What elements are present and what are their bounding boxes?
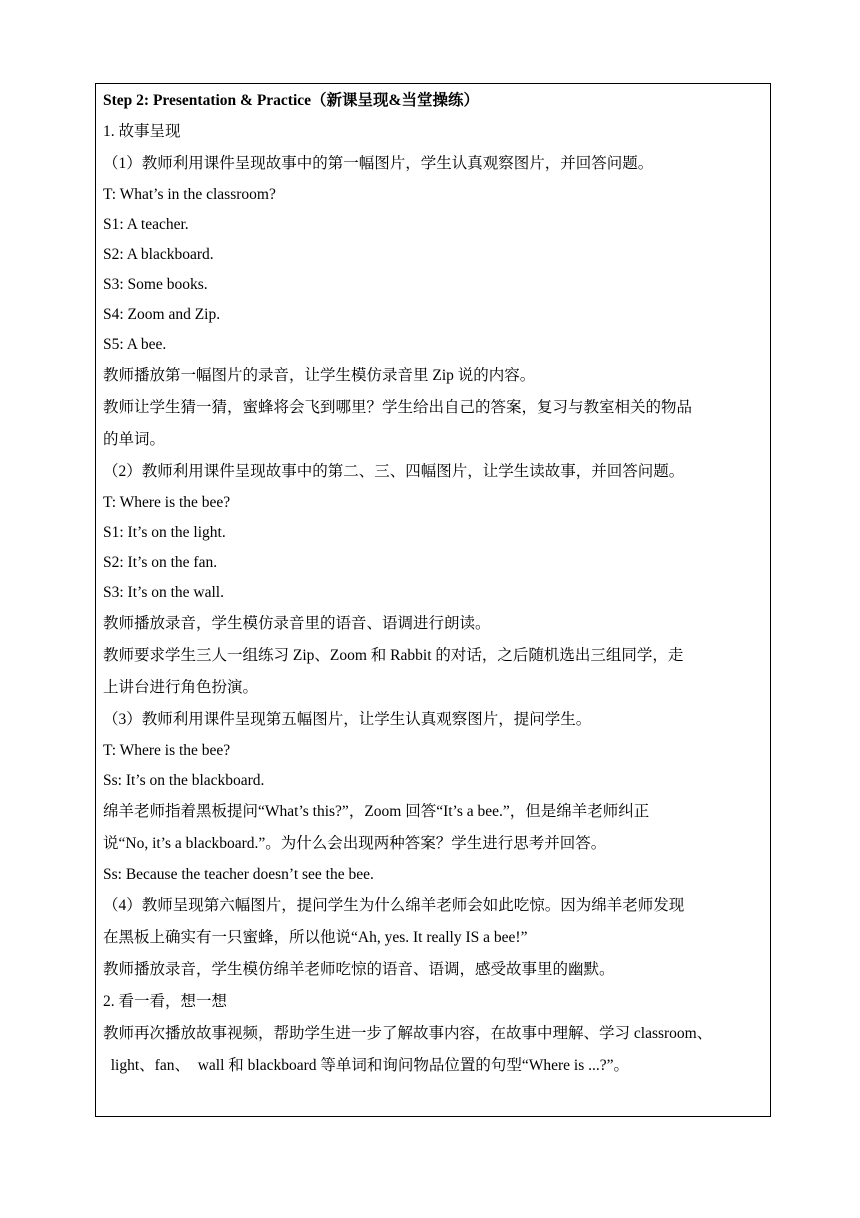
dialogue-line: Ss: Because the teacher doesn’t see the bee. — [103, 866, 374, 883]
dialogue-line: S1: It’s on the light. — [103, 524, 226, 541]
paragraph-line: 教师要求学生三人一组练习 Zip、Zoom 和 Rabbit 的对话，之后随机选出三组同学，走 — [103, 647, 684, 664]
dialogue-line: S2: It’s on the fan. — [103, 554, 218, 571]
paragraph-line: （2）教师利用课件呈现故事中的第二、三、四幅图片，让学生读故事，并回答问题。 — [103, 463, 685, 480]
paragraph-line: 在黑板上确实有一只蜜蜂，所以他说“Ah, yes. It really IS a bee!” — [103, 929, 528, 946]
dialogue-line: S1: A teacher. — [103, 216, 189, 233]
paragraph-line: 绵羊老师指着黑板提问“What’s this?”，Zoom 回答“It’s a bee.”，但是绵羊老师纠正 — [103, 803, 650, 820]
paragraph-line: 教师播放第一幅图片的录音，让学生模仿录音里 Zip 说的内容。 — [103, 367, 536, 384]
dialogue-line: T: Where is the bee? — [103, 494, 231, 511]
dialogue-line: S4: Zoom and Zip. — [103, 306, 221, 323]
step-heading: Step 2: Presentation & Practice（新课呈现&当堂操练） — [103, 92, 479, 109]
dialogue-line: T: What’s in the classroom? — [103, 186, 276, 203]
lesson-content — [103, 86, 769, 1082]
dialogue-line: S3: Some books. — [103, 276, 208, 293]
paragraph-line: light、fan、 wall 和 blackboard 等单词和询问物品位置的句型“Where is ...?”。 — [103, 1057, 630, 1074]
section-title-look-think: 2. 看一看，想一想 — [103, 993, 228, 1010]
dialogue-line: S3: It’s on the wall. — [103, 584, 224, 601]
section-title-story: 1. 故事呈现 — [103, 123, 181, 140]
paragraph-line: 教师播放录音，学生模仿绵羊老师吃惊的语音、语调，感受故事里的幽默。 — [103, 961, 615, 978]
dialogue-line: S5: A bee. — [103, 336, 167, 353]
paragraph-line: 教师播放录音，学生模仿录音里的语音、语调进行朗读。 — [103, 615, 491, 632]
dialogue-line: Ss: It’s on the blackboard. — [103, 772, 265, 789]
paragraph-line: （4）教师呈现第六幅图片，提问学生为什么绵羊老师会如此吃惊。因为绵羊老师发现 — [103, 897, 685, 914]
paragraph-line: 的单词。 — [103, 431, 166, 448]
dialogue-line: T: Where is the bee? — [103, 742, 231, 759]
paragraph-line: 上讲台进行角色扮演。 — [103, 679, 259, 696]
dialogue-line: S2: A blackboard. — [103, 246, 214, 263]
paragraph-line: （1）教师利用课件呈现故事中的第一幅图片，学生认真观察图片，并回答问题。 — [103, 155, 654, 172]
paragraph-line: 教师让学生猜一猜，蜜蜂将会飞到哪里？学生给出自己的答案，复习与教室相关的物品 — [103, 399, 693, 416]
paragraph-line: 教师再次播放故事视频，帮助学生进一步了解故事内容，在故事中理解、学习 classroom、 — [103, 1025, 713, 1042]
paragraph-line: （3）教师利用课件呈现第五幅图片，让学生认真观察图片，提问学生。 — [103, 711, 592, 728]
paragraph-line: 说“No, it’s a blackboard.”。为什么会出现两种答案？学生进行思考并回答。 — [103, 835, 607, 852]
